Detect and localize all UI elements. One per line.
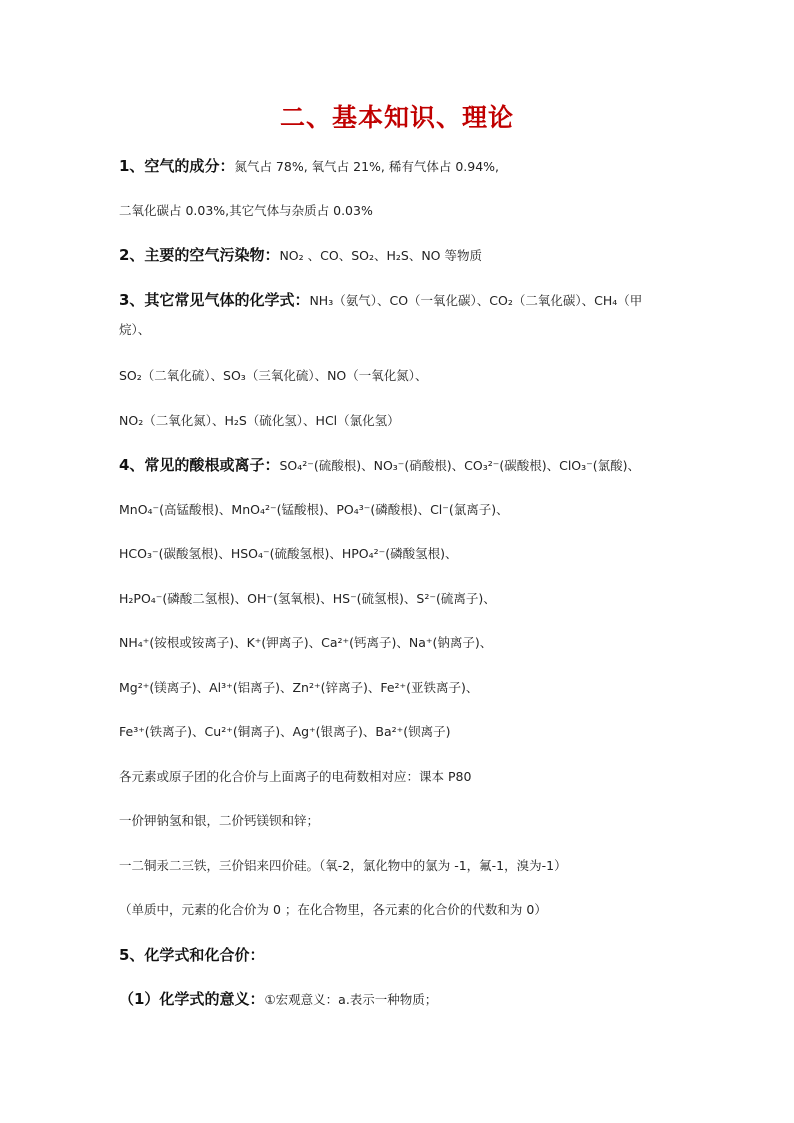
section-1-text-1: 氮气占 78%, 氧气占 21%, 稀有气体占 0.94%,	[234, 159, 500, 174]
section-4-line-2	[119, 501, 719, 519]
section-4-line-5	[119, 634, 719, 652]
section-5-1-line	[119, 990, 719, 1009]
section-4-line-4	[119, 590, 719, 608]
section-4-line-1	[119, 456, 719, 475]
section-4-text-3: HCO₃⁻(碳酸氢根)、HSO₄⁻(硫酸氢根)、HPO₄²⁻(磷酸氢根)、	[119, 546, 458, 561]
section-5-line	[119, 946, 719, 965]
section-4-text-6: Mg²⁺(镁离子)、Al³⁺(铝离子)、Zn²⁺(锌离子)、Fe²⁺(亚铁离子)、	[119, 680, 479, 695]
section-4-text-1: SO₄²⁻(硫酸根)、NO₃⁻(硝酸根)、CO₃²⁻(碳酸根)、ClO₃⁻(氯酸)、	[279, 458, 640, 473]
section-3-text-4: NO₂（二氧化氮）、H₂S（硫化氢）、HCl（氯化氢）	[119, 413, 400, 428]
section-4-heading: 4、常见的酸根或离子：	[119, 456, 280, 474]
section-1-line-1	[119, 157, 719, 176]
page-title: 二、基本知识、理论	[279, 103, 514, 132]
section-1-line-2	[119, 202, 719, 220]
section-5-1-text: ①宏观意义：a.表示一种物质；	[264, 992, 438, 1007]
section-1-text-2: 二氧化碳占 0.03%,其它气体与杂质占 0.03%	[119, 203, 373, 218]
section-4-text-9: 一价钾钠氢和银，二价钙镁钡和锌；	[119, 813, 320, 828]
section-3-text-3: SO₂（二氧化硫）、SO₃（三氧化硫）、NO（一氧化氮）、	[119, 368, 428, 383]
section-4-text-4: H₂PO₄⁻(磷酸二氢根)、OH⁻(氢氧根)、HS⁻(硫氢根)、S²⁻(硫离子)、	[119, 591, 496, 606]
section-4-line-6	[119, 679, 719, 697]
section-5-1-heading: （1）化学式的意义：	[119, 990, 265, 1008]
section-4-text-5: NH₄⁺(铵根或铵离子)、K⁺(钾离子)、Ca²⁺(钙离子)、Na⁺(钠离子)、	[119, 635, 493, 650]
section-4-text-2: MnO₄⁻(高锰酸根)、MnO₄²⁻(锰酸根)、PO₄³⁻(磷酸根)、Cl⁻(氯离子)、	[119, 502, 509, 517]
section-4-text-10: 一二铜汞二三铁，三价铝来四价硅。（氧-2，氯化物中的氯为 -1，氟-1，溴为-1）	[119, 858, 567, 873]
section-3-text-2: 烷）、	[119, 322, 151, 337]
section-2-heading: 2、主要的空气污染物：	[119, 246, 280, 264]
section-3-heading: 3、其它常见气体的化学式：	[119, 291, 310, 309]
section-3-line-4	[119, 412, 719, 430]
section-4-line-8	[119, 768, 719, 786]
section-4-line-9	[119, 812, 719, 830]
section-4-text-7: Fe³⁺(铁离子)、Cu²⁺(铜离子)、Ag⁺(银离子)、Ba²⁺(钡离子)	[119, 724, 451, 739]
section-2-line	[119, 246, 719, 265]
section-4-line-10	[119, 857, 719, 875]
section-3-line-2	[119, 321, 719, 339]
section-2-text: NO₂ 、CO、SO₂、H₂S、NO 等物质	[279, 248, 482, 263]
section-4-text-8: 各元素或原子团的化合价与上面离子的电荷数相对应：课本 P80	[119, 769, 472, 784]
section-4-line-3	[119, 545, 719, 563]
section-4-line-7	[119, 723, 719, 741]
section-3-line-3	[119, 367, 719, 385]
section-4-text-11: （单质中，元素的化合价为 0 ；在化合物里，各元素的化合价的代数和为 0）	[119, 902, 547, 917]
section-4-line-11	[119, 901, 719, 919]
section-5-heading: 5、化学式和化合价：	[119, 946, 265, 964]
section-3-text-1: NH₃（氨气）、CO（一氧化碳）、CO₂（二氧化碳）、CH₄（甲	[309, 293, 643, 308]
section-1-heading: 1、空气的成分：	[119, 157, 235, 175]
section-3-line-1	[119, 291, 719, 310]
